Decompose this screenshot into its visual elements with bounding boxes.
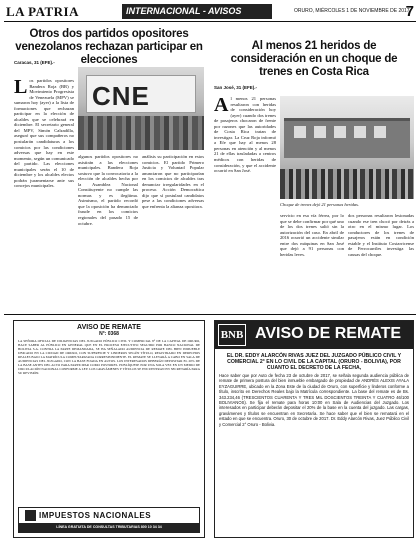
left-article-column-1 xyxy=(14,78,74,310)
auction-header-bar xyxy=(215,321,413,349)
left-article-col1-text: os partidos opositores Bandera Roja (BR) y Movimiento Progresista de Venezuela (MPV) se sumaron hoy (ayer) a la lista de formaciones que rechazan participar en la elección de alcaldes que se celebrará en diciembre. El secretario general del MPV, Simón Calzadilla, aseguró que sus compañeros no postularán candidaturas a los comicios por las condiciones adversas que hay en este momento, según un comunicado del partido. Las elecciones municipales serán el 10 de diciembre y los alcaldes electos podrán juramentarse ante sus concejos municipales. xyxy=(14,78,74,189)
left-article-photo[interactable] xyxy=(78,67,204,150)
masthead xyxy=(4,4,416,22)
auction-subtitle: EL DR. EDDY ALARCÓN RIVAS JUEZ DEL JUZGADO PÚBLICO CIVIL Y COMERCIAL 2° EN LO CIVIL DE LA CAPITAL (ORURO - BOLIVIA), POR CUANTO EL DECRETO DE LA FECHA, xyxy=(226,353,402,371)
right-article-photo[interactable] xyxy=(280,96,414,199)
right-article-column-3: dos personas resultaron lesionadas cuando ese tren chocó por detrás a otro en el mismo lugar. Los conductores de los trenes de pasajeros están en condición estable y el Instituto Costarricense de Ferrocarriles investiga las causas del choque. xyxy=(348,213,414,257)
photo-train xyxy=(284,118,410,158)
legal-notice-number: N°: 0368 xyxy=(99,331,119,337)
left-article-column-3: análisis su participación en estos comicios. El partido Primero Justicia y Voluntad Popular anunciaron que no participarían en los comicios de alcaldes tras denunciar irregularidades en el proceso. Acción Democrática dijo que sí postulará candidatos pese a las condiciones adversas que enfrenta la alianza opositora. xyxy=(142,154,204,209)
left-article-dropcap: L xyxy=(14,78,28,98)
bank-logo: BNB xyxy=(218,324,246,346)
right-article-headline[interactable]: Al menos 21 heridos de consideración en un choque de trenes en Costa Rica xyxy=(230,40,398,78)
right-article-col1-text: l menos 21 personas resultaron con heridas de consideración hoy (ayer) cuando dos trenes de pasajeros chocaron de frente por razones que las autoridades de Costa Rica tratan de investigar. La Cruz Roja informó a Efe que hay al menos 28 personas en atención y al menos 21 de ellas trasladadas a centros médicos con heridas de consideración, y que el accidente ocurrió en San José. xyxy=(214,96,276,174)
photo-sign-text: CNE xyxy=(92,81,150,111)
left-article-headline[interactable]: Otros dos partidos opositores venezolanos rechazan participar en elecciones xyxy=(15,28,203,66)
legal-notice-box xyxy=(13,320,205,538)
page-number: 7 xyxy=(405,3,414,20)
left-article-credit: Caracas, 31 (EFE).- xyxy=(14,60,55,65)
right-article-credit: San José, 31 (EFE).- xyxy=(214,85,258,90)
legal-notice-title: AVISO DE REMATE xyxy=(77,324,141,331)
tax-agency-banner xyxy=(18,507,200,533)
left-article-column-2: algunos partidos opositores no asistirán a las elecciones municipales. Bandera Roja sostuvo que la convocatoria a la elección de alcaldes hecha por la Asamblea Nacional Constituyente no cumple las normas y es ilegítima. Asimismo, el partido recordó que la oposición ha denunciado fraude en los comicios regionales del pasado 15 de octubre. xyxy=(78,154,138,226)
tax-agency-hotline: LÍNEA GRATUITA DE CONSULTAS TRIBUTARIAS 800 10 34 34 xyxy=(19,523,199,532)
train-window xyxy=(334,126,346,138)
newspaper-logo: LA PATRIA xyxy=(6,4,79,19)
auction-title: AVISO DE REMATE xyxy=(255,325,402,342)
auction-notice-box xyxy=(214,320,414,538)
right-article-column-2: servicio en esa vía férrea, por lo que se debe confirmar por qué uno de los dos trenes salió sin la autorización del caso. En abril de 2016 ocurrió un accidente similar entre dos máquinas en San José que dejó a 91 personas con heridas leves. xyxy=(280,213,344,257)
right-article-photo-caption: Choque de trenes dejó 21 personas heridas. xyxy=(280,202,359,207)
train-window xyxy=(314,126,326,138)
photo-people xyxy=(280,169,414,199)
train-window xyxy=(354,126,366,138)
section-title: INTERNACIONAL - AVISOS xyxy=(122,4,272,19)
right-article-dropcap: A xyxy=(214,96,229,116)
dateline: ORURO, MIÉRCOLES 1 DE NOVIEMBRE DE 2017 xyxy=(294,8,410,14)
right-article-column-1 xyxy=(214,96,276,310)
photo-crowd xyxy=(78,116,204,150)
tax-agency-brand: IMPUESTOS NACIONALES xyxy=(39,511,152,520)
auction-body: Hace saber que por Auto de fecha 23 de octubre de 2017, se señala segunda audiencia pública de remate de primera postura del bien inmueble embargado de propiedad de ANDRÉS ALEXIS AYALA EYZAGUIRRE, ubicado en la Zona Este de la ciudad de Oruro, con superficie y linderos conforme a título, inscrito en Derechos Reales bajo la Matrícula correspondiente. La base del remate es de Bs. 343.234,46 (TRESCIENTOS CUARENTA Y TRES MIL DOSCIENTOS TREINTA Y CUATRO 46/100 BOLIVIANOS). Se fija el remate para horas 10:00 en Sala de Audiencias del Juzgado. Los interesados en participar deberán depositar el 20% de la base en la cuenta del juzgado. Las cargas, gravámenes y títulos se encuentran en Secretaría. Se hace saber que el bien se rematará en el estado en que se encuentra. Oruro, 30 de octubre de 2017. Dr. Eddy Alarcón Rivas, Juez Público Civil y Comercial 2° Oruro - Bolivia. xyxy=(219,373,409,427)
train-window xyxy=(374,126,386,138)
tax-agency-logo-icon xyxy=(25,510,36,521)
section-divider xyxy=(4,314,416,315)
train-window xyxy=(294,126,306,138)
legal-notice-body: LA SEÑORA OFICIAL DE DILIGENCIAS DEL JUZGADO PÚBLICO CIVIL Y COMERCIAL 8° DE LA CAPITAL DE ORURO, HACE SABER AL PÚBLICO EN GENERAL QUE EN EL PROCESO EJECUTIVO SEGUIDO POR BANCO NACIONAL DE BOLIVIA S.A. CONTRA LA PARTE DEMANDADA, SE HA SEÑALADO AUDIENCIA DE REMATE DEL BIEN INMUEBLE UBICADO EN LA CIUDAD DE ORURO, CON SUPERFICIE Y LINDEROS SEGÚN TÍTULO, REGISTRADO EN DERECHOS REALES BAJO LA MATRÍCULA COMPUTARIZADA CORRESPONDIENTE. EL REMATE SE LLEVARÁ A CABO EN SALA DE AUDIENCIAS DEL JUZGADO, CON LA BASE FIJADA EN AUTOS. LOS INTERESADOS DEBERÁN DEPOSITAR EL 20% DE LA BASE ANTES DEL ACTO PARA PARTICIPAR COMO POSTORES. PUBLÍQUESE POR UNA SOLA VEZ EN UN MEDIO DE CIRCULACIÓN NACIONAL CONFORME A LEY. LOS GRAVÁMENES Y TÍTULOS SE ENCUENTRAN EN SECRETARÍA PARA SU REVISIÓN. xyxy=(18,339,200,375)
